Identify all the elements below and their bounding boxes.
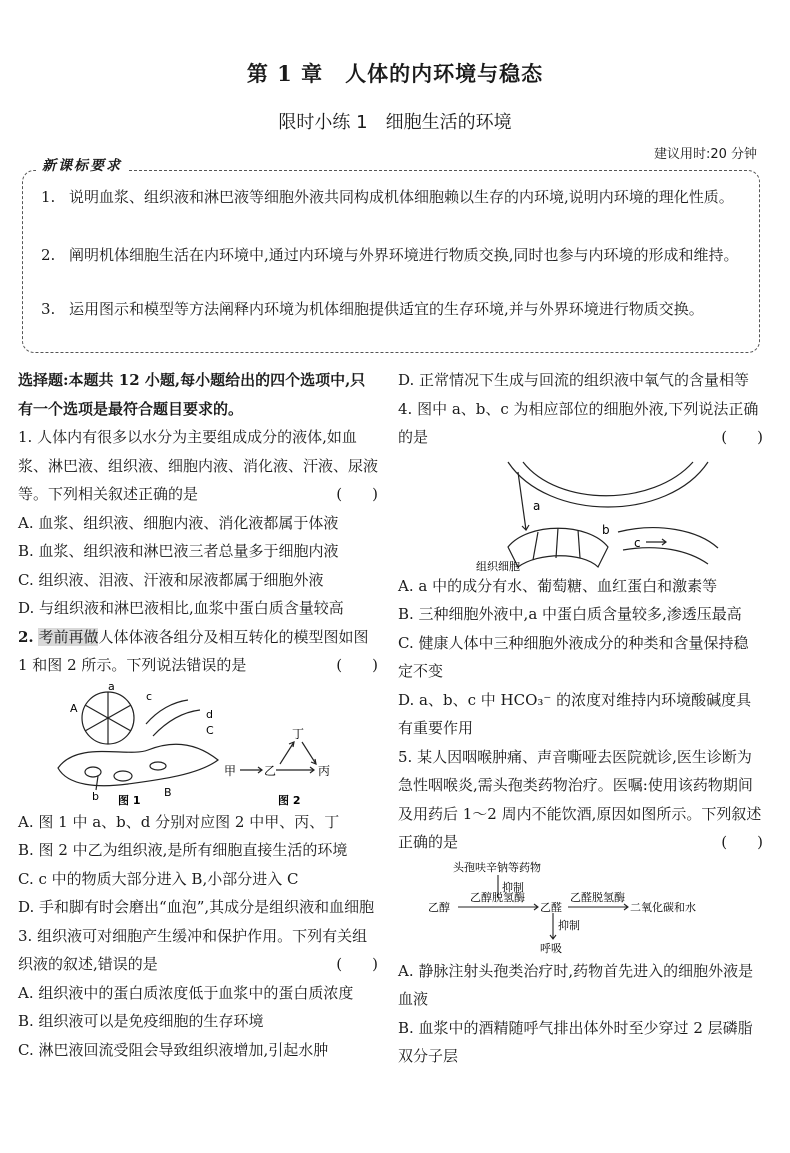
q4-label-b: b bbox=[602, 522, 610, 537]
suggested-time: 建议用时:20 分钟 bbox=[653, 147, 757, 162]
q4-option-c: C. 健康人体中三种细胞外液成分的种类和含量保持稳定不变 bbox=[398, 633, 749, 680]
lymph-vessel bbox=[146, 700, 188, 724]
q5-product: 二氧化碳和水 bbox=[630, 900, 696, 914]
review-tag: 考前再做 bbox=[38, 627, 99, 646]
figure-1-caption: 图 1 bbox=[118, 793, 141, 807]
q2-figures bbox=[18, 680, 378, 808]
q5-acetaldehyde: 乙醛 bbox=[540, 900, 562, 914]
q2-stem: 人体体液各组分及相互转化的模型图如图 1 和图 2 所示。下列说法错误的是 bbox=[18, 627, 369, 674]
figure-2-caption: 图 2 bbox=[278, 793, 301, 807]
q1-option-c: C. 组织液、泪液、汗液和尿液都属于细胞外液 bbox=[18, 570, 324, 589]
answer-bracket: ( ) bbox=[721, 833, 763, 851]
q4-option-b: B. 三种细胞外液中,a 中蛋白质含量较多,渗透压最高 bbox=[398, 605, 742, 623]
q5-aldh: 乙醛脱氢酶 bbox=[570, 890, 625, 904]
q4-label-c: c bbox=[634, 535, 641, 550]
q5-ethanol: 乙醇 bbox=[428, 900, 450, 914]
fig1-label-B: B bbox=[164, 785, 172, 799]
question-5 bbox=[398, 743, 763, 857]
q4-label-cells: 组织细胞 bbox=[476, 559, 520, 572]
q3-option-b: B. 组织液可以是免疫细胞的生存环境 bbox=[18, 1012, 264, 1030]
fig2-label-jia: 甲 bbox=[224, 763, 237, 778]
q5-inhibit-2: 抑制 bbox=[558, 918, 580, 932]
question-1 bbox=[18, 423, 378, 509]
q5-figure bbox=[398, 857, 763, 957]
fig2-label-yi: 乙 bbox=[264, 763, 277, 778]
chapter-title: 第 1 章 人体的内环境与稳态 bbox=[246, 61, 544, 86]
lymph-capillary bbox=[618, 527, 718, 547]
fig1-label-b: b bbox=[92, 789, 99, 803]
question-3 bbox=[18, 922, 378, 979]
left-column bbox=[18, 366, 378, 1064]
answer-bracket: ( ) bbox=[721, 428, 763, 446]
fig2-label-ding: 丁 bbox=[292, 726, 305, 741]
q4-figure-svg bbox=[398, 452, 763, 572]
question-4 bbox=[398, 395, 763, 452]
q5-drug-label: 头孢呋辛钠等药物 bbox=[453, 860, 541, 874]
figure-1-diagram bbox=[58, 689, 218, 790]
q1-option-b: B. 血浆、组织液和淋巴液三者总量多于细胞内液 bbox=[18, 542, 339, 560]
q4-option-a: A. a 中的成分有水、葡萄糖、血红蛋白和激素等 bbox=[398, 576, 718, 595]
fig1-label-d: d bbox=[206, 707, 213, 721]
fig1-label-A: A bbox=[70, 701, 78, 715]
standard-item: 1. 说明血浆、组织液和淋巴液等细胞外液共同构成机体细胞赖以生存的内环境,说明内环境的理化性质。 bbox=[41, 188, 734, 206]
lesson-title: 限时小练 1 细胞生活的环境 bbox=[278, 112, 512, 133]
q4-figure bbox=[398, 452, 763, 572]
figure-2-diagram bbox=[240, 742, 316, 773]
q5-stem: 5. 某人因咽喉肿痛、声音嘶哑去医院就诊,医生诊断为急性咽喉炎,需头孢类药物治疗。医嘱:使用该药物期间及用药后 1～2 周内不能饮酒,原因如图所示。下列叙述正确的是 bbox=[398, 747, 762, 851]
q2-option-c: C. c 中的物质大部分进入 B,小部分进入 C bbox=[18, 869, 299, 888]
q4-diagram bbox=[508, 462, 718, 567]
standard-item: 2. 阐明机体细胞生活在内环境中,通过内环境与外界环境进行物质交换,同时也参与内环境的形成和维持。 bbox=[41, 246, 739, 264]
answer-bracket: ( ) bbox=[336, 656, 378, 674]
q1-option-a: A. 血浆、组织液、细胞内液、消化液都属于体液 bbox=[18, 513, 339, 532]
q5-adh: 乙醇脱氢酶 bbox=[470, 890, 525, 904]
q5-breath: 呼吸 bbox=[540, 941, 562, 955]
capillary-shape bbox=[58, 744, 218, 785]
q3-option-d: D. 正常情况下生成与回流的组织液中氧气的含量相等 bbox=[398, 371, 750, 389]
q2-option-d: D. 手和脚有时会磨出“血泡”,其成分是组织液和血细胞 bbox=[18, 898, 375, 916]
standards-title: 新课标要求 bbox=[36, 155, 128, 175]
standards-box bbox=[22, 170, 760, 353]
q5-option-a: A. 静脉注射头孢类治疗时,药物首先进入的细胞外液是血液 bbox=[398, 961, 754, 1008]
q2-option-b: B. 图 2 中乙为组织液,是所有细胞直接生活的环境 bbox=[18, 841, 348, 859]
q4-option-d: D. a、b、c 中 HCO₃⁻ 的浓度对维持内环境酸碱度具有重要作用 bbox=[398, 690, 752, 737]
q2-option-a: A. 图 1 中 a、b、d 分别对应图 2 中甲、丙、丁 bbox=[18, 812, 340, 831]
q5-figure-svg bbox=[398, 857, 763, 957]
answer-bracket: ( ) bbox=[336, 955, 378, 973]
q1-stem: 1. 人体内有很多以水分为主要组成成分的液体,如血浆、淋巴液、组织液、细胞内液、消化液、汗液、尿液等。下列相关叙述正确的是 bbox=[18, 428, 379, 503]
fig2-label-bing: 丙 bbox=[318, 763, 331, 778]
q2-figure-svg bbox=[18, 680, 378, 808]
fig1-label-C: C bbox=[206, 723, 214, 737]
fig1-label-a: a bbox=[108, 679, 115, 693]
section-intro: 选择题:本题共 12 小题,每小题给出的四个选项中,只有一个选项是最符合题目要求的。 bbox=[18, 371, 366, 418]
q3-stem: 3. 组织液可对细胞产生缓冲和保护作用。下列有关组织液的叙述,错误的是 bbox=[18, 926, 368, 973]
q3-option-a: A. 组织液中的蛋白质浓度低于血浆中的蛋白质浓度 bbox=[18, 983, 354, 1002]
question-2: 2. 考前再做人体体液各组分及相互转化的模型图如图 1 和图 2 所示。下列说法错误的是 ( ) bbox=[18, 623, 378, 680]
q3-option-c: C. 淋巴液回流受阻会导致组织液增加,引起水肿 bbox=[18, 1040, 329, 1059]
right-column bbox=[398, 366, 763, 1071]
answer-bracket: ( ) bbox=[336, 485, 378, 503]
standard-item: 3. 运用图示和模型等方法阐释内环境为机体细胞提供适宜的生存环境,并与外界环境进行物质交换。 bbox=[41, 300, 704, 318]
fig1-label-c: c bbox=[146, 689, 153, 703]
q1-option-d: D. 与组织液和淋巴液相比,血浆中蛋白质含量较高 bbox=[18, 599, 344, 617]
q5-option-b: B. 血浆中的酒精随呼气排出体外时至少穿过 2 层磷脂双分子层 bbox=[398, 1018, 753, 1065]
q5-inhibit-1: 抑制 bbox=[502, 880, 524, 894]
q4-label-a: a bbox=[533, 498, 541, 513]
q4-stem: 4. 图中 a、b、c 为相应部位的细胞外液,下列说法正确的是 bbox=[398, 399, 759, 446]
